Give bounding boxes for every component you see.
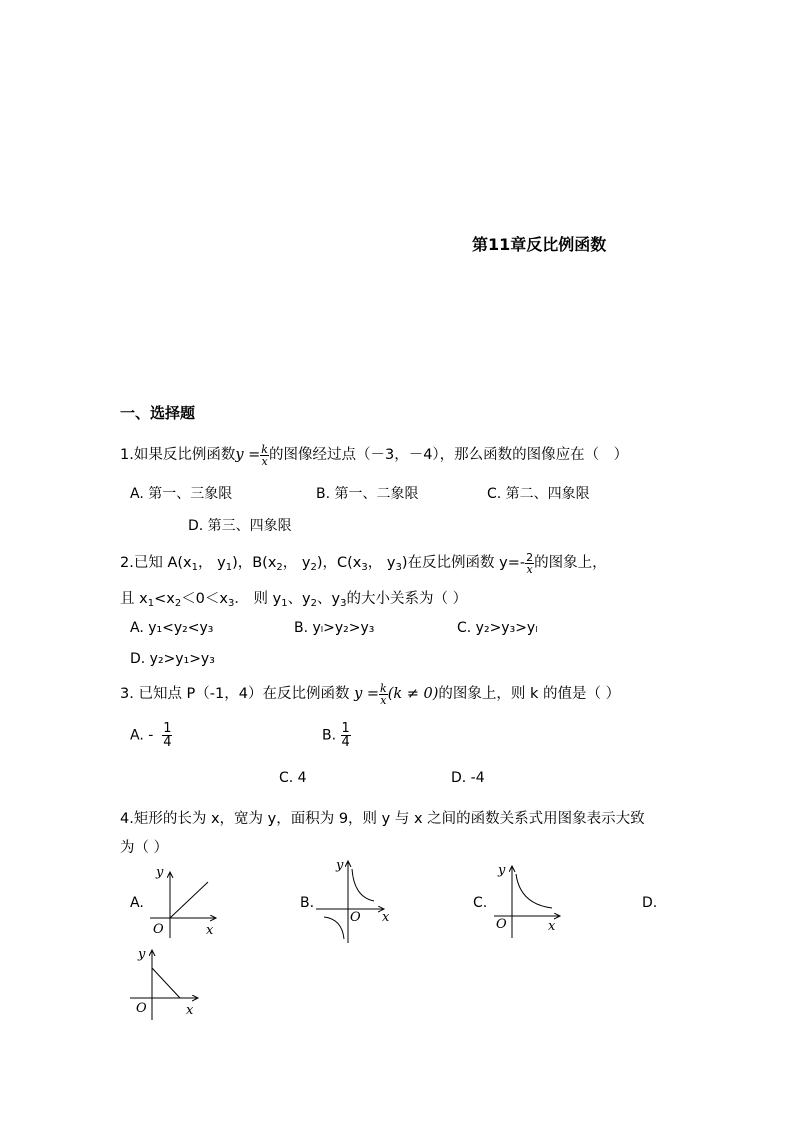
question-2-line-2: 且 $x_1<x_2<0<x_3$． 则 $y_1$、$y_2$、$y_3$的大小关系为（ ）: [120, 591, 468, 609]
q3-option-d: D. -4: [451, 770, 485, 786]
x-axis-label: x: [382, 910, 390, 925]
q4-option-c-label: C.: [473, 895, 488, 911]
q2-option-b: B. yₗ>y₂>y₃: [294, 620, 375, 636]
hyperbola-branch-3: [324, 917, 344, 939]
question-4-line-2: 为（ ）: [120, 840, 169, 856]
q1-fraction-num: k: [261, 442, 268, 456]
q4-option-b-label: B.: [300, 895, 315, 911]
origin-label: O: [136, 1001, 147, 1016]
q1-suffix: 的图像经过点（－3，－4），那么函数的图像应在（ ）: [268, 447, 629, 463]
y-axis-label: y: [138, 947, 146, 962]
q1-fraction: [260, 444, 269, 467]
question-1: [120, 443, 628, 467]
q1-formula-lhs: y =: [235, 447, 261, 463]
x-axis-label: x: [206, 923, 214, 938]
q4-graph-c: [480, 858, 570, 942]
hyperbola-branch-1: [352, 869, 374, 901]
q2-option-a: A. y₁<y₂<y₃: [130, 620, 214, 636]
q2-option-c: C. y₂>y₃>yₗ: [457, 620, 538, 636]
y-axis-label: y: [336, 858, 344, 873]
origin-label: O: [496, 917, 507, 932]
q4-option-a-label: A.: [130, 895, 144, 911]
q3-fraction: $\frac{k}{x}$: [380, 681, 387, 707]
question-3: 3. 已知点 P（-1，4）在反比例函数 y = $\frac{k}{x}$ (k ≠ 0)的图象上，则 k 的值是（ ）: [120, 681, 621, 707]
q4-option-d-label: D.: [642, 895, 658, 911]
q3-option-a: A. - $\frac{1}{4}$: [130, 721, 172, 750]
y-axis-label: y: [156, 865, 164, 880]
q4-graph-a: [140, 860, 230, 942]
q4-graph-d: [126, 940, 216, 1022]
q3-option-b: B. $\frac{1}{4}$: [322, 721, 350, 750]
origin-label: O: [153, 922, 164, 937]
question-2-line-1: 2.已知 $A(x_1$， $y_1$)，$B(x_2$， $y_2$)，$C(x_3$， $y_3$)在反比例函数 y=- $\frac{2}{x}$ 的图象上，: [120, 550, 607, 576]
x-axis-label: x: [186, 1003, 194, 1018]
section-heading: 一、选择题: [120, 404, 196, 422]
q2-option-d: D. y₂>y₁>y₃: [130, 651, 215, 667]
q1-fraction-den: x: [261, 454, 268, 468]
q3-option-c: C. 4: [279, 770, 307, 786]
q2-fraction: $\frac{2}{x}$: [526, 550, 534, 576]
graph-line: [170, 882, 208, 918]
graph-line: [152, 968, 180, 998]
q1-option-c: C. 第二、四象限: [487, 486, 590, 502]
page-title: 第11章反比例函数: [472, 235, 607, 254]
origin-label: O: [350, 910, 361, 925]
q1-prefix: 1.如果反比例函数: [120, 447, 236, 463]
question-4-line-1: 4.矩形的长为 x，宽为 y，面积为 9，则 y 与 x 之间的函数关系式用图象表示大致: [120, 811, 645, 827]
x-axis-label: x: [548, 919, 556, 934]
hyperbola-branch-1: [516, 874, 552, 908]
q1-option-a: A. 第一、三象限: [130, 486, 233, 502]
q4-graph-b: [312, 855, 402, 945]
y-axis-label: y: [498, 863, 506, 878]
q1-option-b: B. 第一、二象限: [316, 486, 419, 502]
q1-option-d: D. 第三、四象限: [188, 518, 292, 534]
